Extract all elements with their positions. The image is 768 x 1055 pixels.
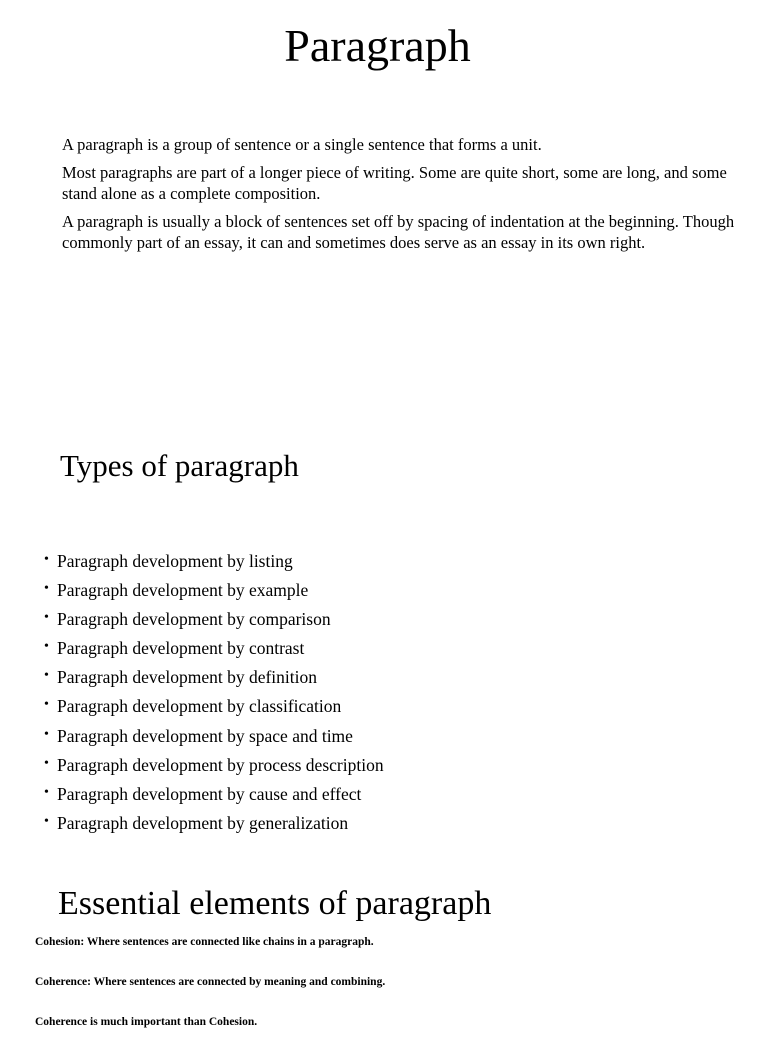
list-item-text: Paragraph development by listing xyxy=(57,551,293,571)
bullet-icon: • xyxy=(44,755,49,771)
bullet-icon: • xyxy=(44,552,49,567)
element-note: Coherence is much important than Cohesion. xyxy=(35,1016,258,1028)
list-item xyxy=(44,577,384,606)
list-item xyxy=(44,752,384,781)
elements-section xyxy=(35,935,385,1055)
bullet-icon: • xyxy=(44,697,49,713)
list-item xyxy=(44,664,384,693)
list-item-text: Paragraph development by definition xyxy=(57,667,317,688)
intro-paragraph: A paragraph is a group of sentence or a single sentence that forms a unit. xyxy=(62,135,542,154)
intro-paragraph: A paragraph is usually a block of sentences set off by spacing of indentation at the beginning. Though commonly part of an essay, it can and sometimes does serve as an essay in its own right. xyxy=(62,212,735,252)
list-item-text: Paragraph development by contrast xyxy=(57,638,305,659)
list-item xyxy=(44,723,384,752)
list-item-text: Paragraph development by cause and effect xyxy=(57,783,362,804)
bullet-icon: • xyxy=(44,581,49,597)
list-item xyxy=(44,781,384,810)
bullet-icon: • xyxy=(44,726,49,742)
element-definition: Cohesion: Where sentences are connected like chains in a paragraph. xyxy=(35,936,374,948)
page-title: Paragraph xyxy=(284,20,471,71)
list-item-text: Paragraph development by process description xyxy=(57,754,384,775)
intro-paragraph: Most paragraphs are part of a longer piece of writing. Some are quite short, some are long, and some stand alone as a complete composition. xyxy=(62,163,727,203)
list-item-text: Paragraph development by comparison xyxy=(57,609,331,630)
bullet-icon: • xyxy=(44,639,49,655)
list-item xyxy=(44,606,384,635)
types-heading: Types of paragraph xyxy=(60,448,299,483)
intro-section xyxy=(62,134,752,260)
list-item-text: Paragraph development by example xyxy=(57,580,309,601)
types-list xyxy=(44,548,384,839)
list-item-text: Paragraph development by classification xyxy=(57,696,342,717)
bullet-icon: • xyxy=(44,610,49,626)
list-item-text: Paragraph development by generalization xyxy=(57,812,349,833)
list-item xyxy=(44,548,384,577)
list-item-text: Paragraph development by space and time xyxy=(57,725,353,746)
bullet-icon: • xyxy=(44,784,49,800)
list-item xyxy=(44,635,384,664)
elements-heading: Essential elements of paragraph xyxy=(58,885,492,922)
bullet-icon: • xyxy=(44,813,49,829)
element-definition: Coherence: Where sentences are connected by meaning and combining. xyxy=(35,976,386,988)
list-item xyxy=(44,810,384,839)
list-item xyxy=(44,693,384,722)
bullet-icon: • xyxy=(44,668,49,684)
